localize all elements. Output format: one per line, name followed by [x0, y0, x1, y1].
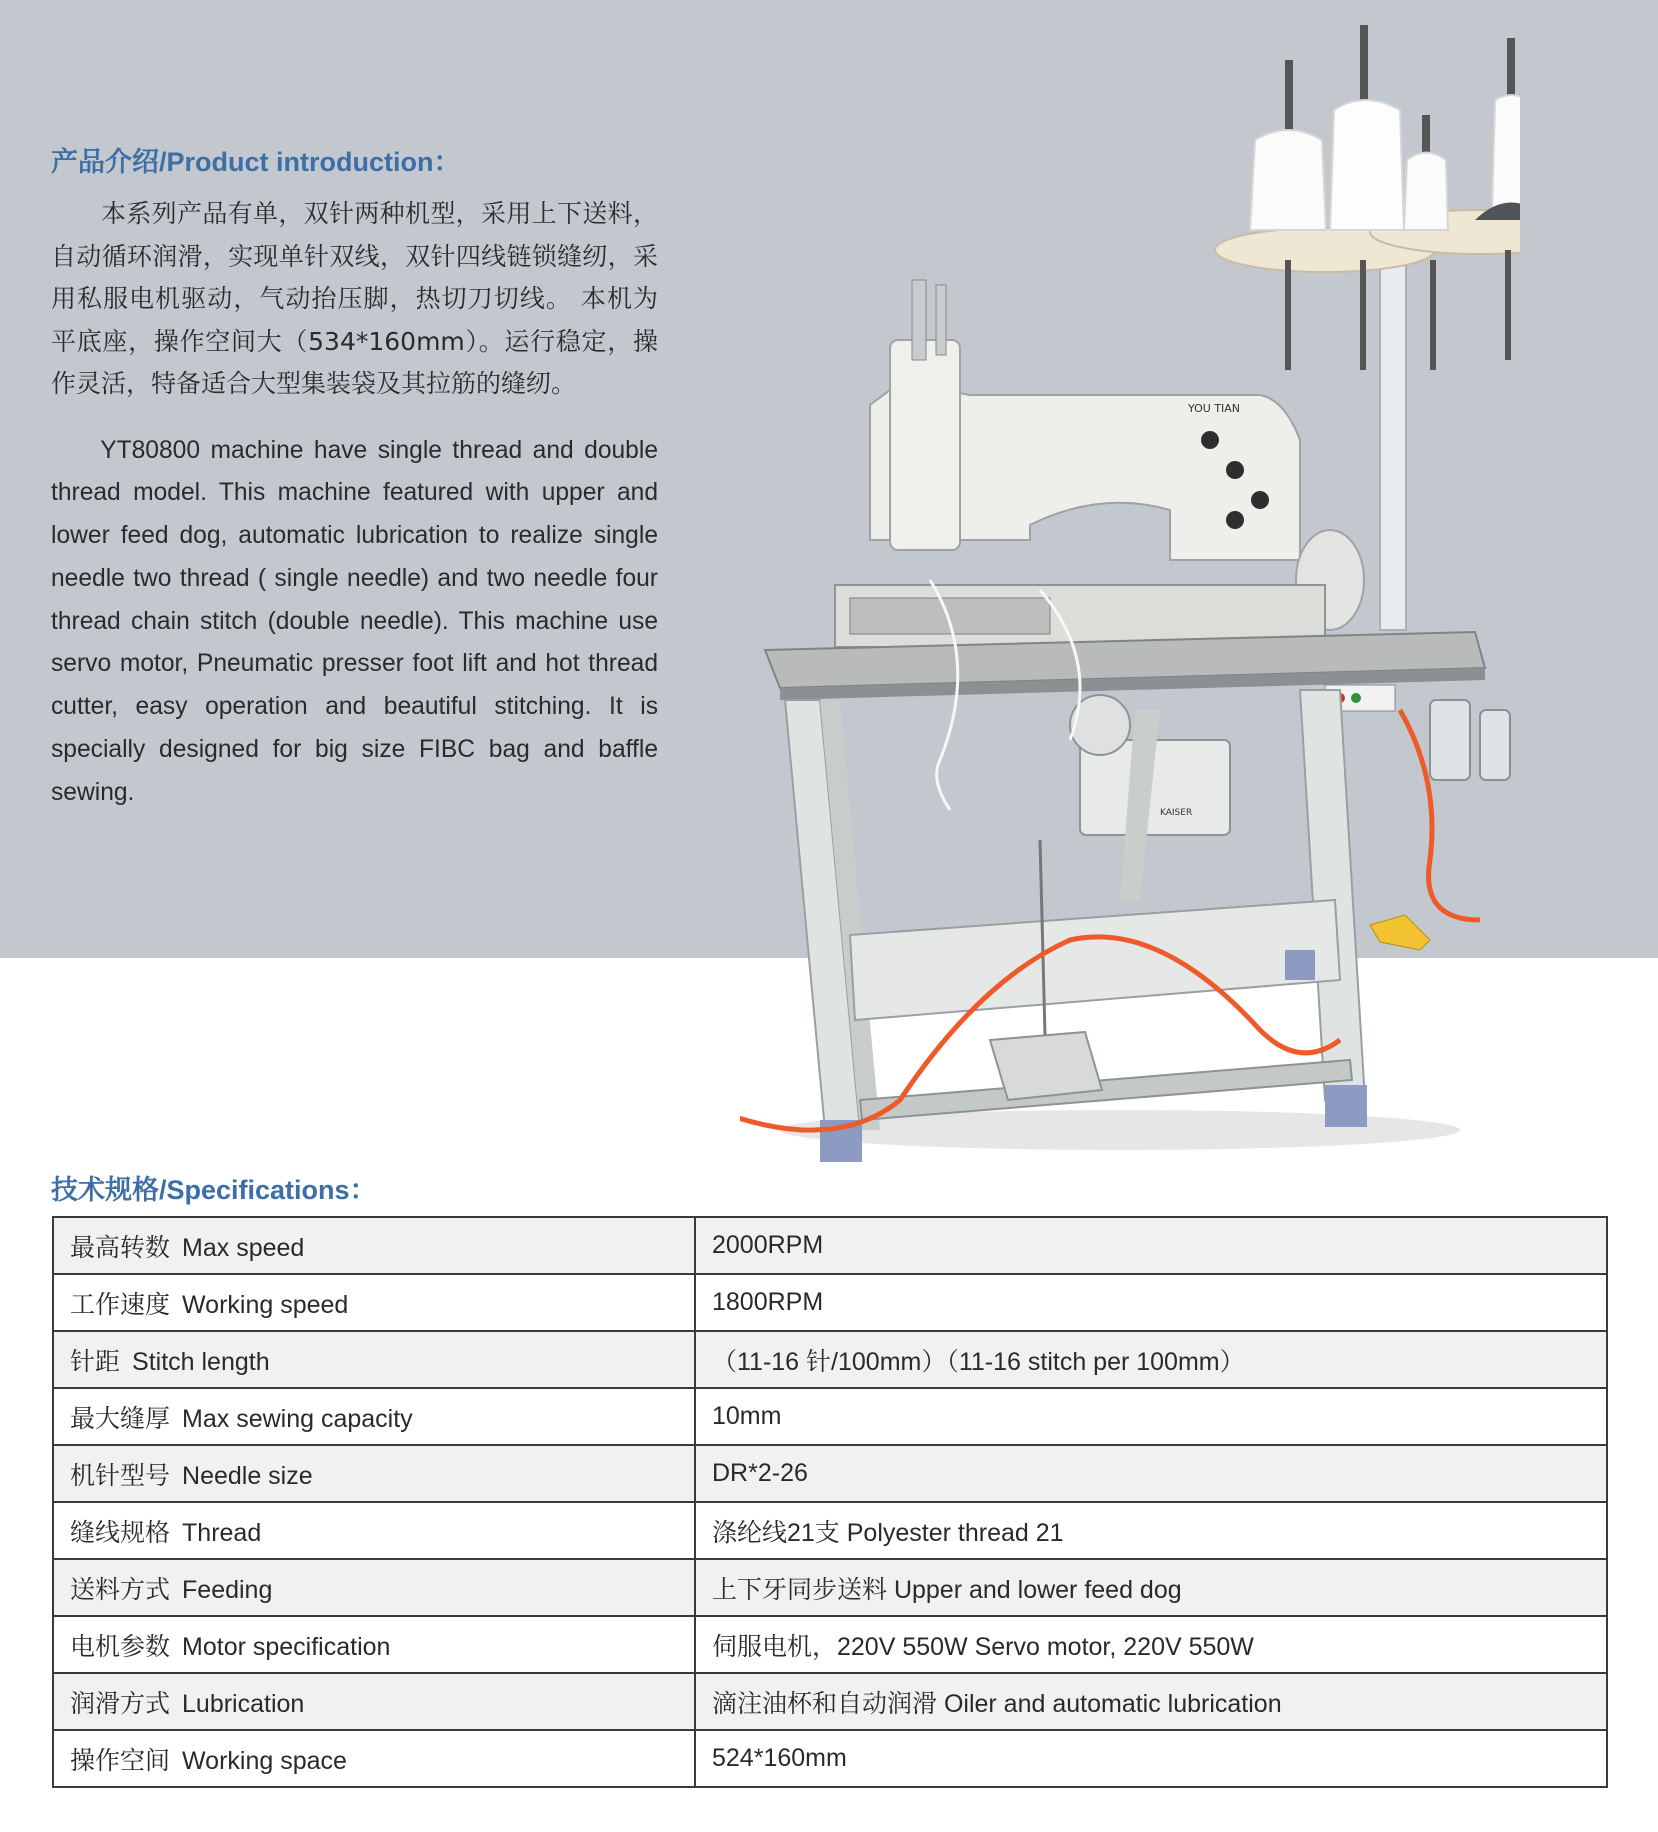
spec-value: （11-16 针/100mm）（11-16 stitch per 100mm）: [695, 1331, 1607, 1388]
table-row: [53, 1388, 1607, 1445]
spec-label: 缝线规格 Thread: [53, 1502, 695, 1559]
spec-value: 2000RPM: [695, 1217, 1607, 1274]
spec-label: 机针型号 Needle size: [53, 1445, 695, 1502]
spec-label: 最大缝厚 Max sewing capacity: [53, 1388, 695, 1445]
specifications-table: [52, 1216, 1608, 1788]
table-row: [53, 1331, 1607, 1388]
spec-value: 涤纶线21支 Polyester thread 21: [695, 1502, 1607, 1559]
intro-paragraph-english: YT80800 machine have single thread and double thread model. This machine featured with upper and lower feed dog, automatic lubrication to realize single needle two thread ( single needle) and two needle four thread chain stitch (double needle). This machine use servo motor, Pneumatic presser foot lift and hot thread cutter, easy operation and beautiful stitching. It is specially designed for big size FIBC bag and baffle sewing.: [51, 436, 658, 806]
spec-value: 滴注油杯和自动润滑 Oiler and automatic lubrication: [695, 1673, 1607, 1730]
table-row: [53, 1730, 1607, 1787]
spec-value: 上下牙同步送料 Upper and lower feed dog: [695, 1559, 1607, 1616]
spec-value: 1800RPM: [695, 1274, 1607, 1331]
spec-value: 524*160mm: [695, 1730, 1607, 1787]
motor-brand-label: KAISER: [1160, 808, 1193, 818]
table-row: [53, 1616, 1607, 1673]
machine-brand-label: YOU TIAN: [1188, 402, 1241, 415]
spec-value: 伺服电机，220V 550W Servo motor, 220V 550W: [695, 1616, 1607, 1673]
specifications-section: [51, 1168, 377, 1207]
table-row: [53, 1559, 1607, 1616]
spec-label: 针距 Stitch length: [53, 1331, 695, 1388]
spec-label: 操作空间 Working space: [53, 1730, 695, 1787]
table-row: [53, 1673, 1607, 1730]
table-row: [53, 1445, 1607, 1502]
table-row: [53, 1274, 1607, 1331]
table-row: [53, 1217, 1607, 1274]
spec-value: 10mm: [695, 1388, 1607, 1445]
spec-label: 最高转数 Max speed: [53, 1217, 695, 1274]
intro-paragraph-chinese: 本系列产品有单，双针两种机型，采用上下送料，自动循环润滑，实现单针双线，双针四线链锁缝纫，采用私服电机驱动，气动抬压脚，热切刀切线。 本机为平底座，操作空间大（534*160mm）。运行稳定，操作灵活，特备适合大型集装袋及其拉筋的缝纫。: [51, 199, 658, 398]
spec-label: 电机参数 Motor specification: [53, 1616, 695, 1673]
sewing-machine-image: [740, 20, 1520, 1200]
intro-heading: 产品介绍/Product introduction：: [51, 147, 461, 177]
spec-label: 工作速度 Working speed: [53, 1274, 695, 1331]
spec-label: 润滑方式 Lubrication: [53, 1673, 695, 1730]
product-introduction: [51, 140, 658, 815]
specifications-heading: 技术规格/Specifications：: [51, 1175, 377, 1205]
spec-value: DR*2-26: [695, 1445, 1607, 1502]
table-row: [53, 1502, 1607, 1559]
spec-label: 送料方式 Feeding: [53, 1559, 695, 1616]
